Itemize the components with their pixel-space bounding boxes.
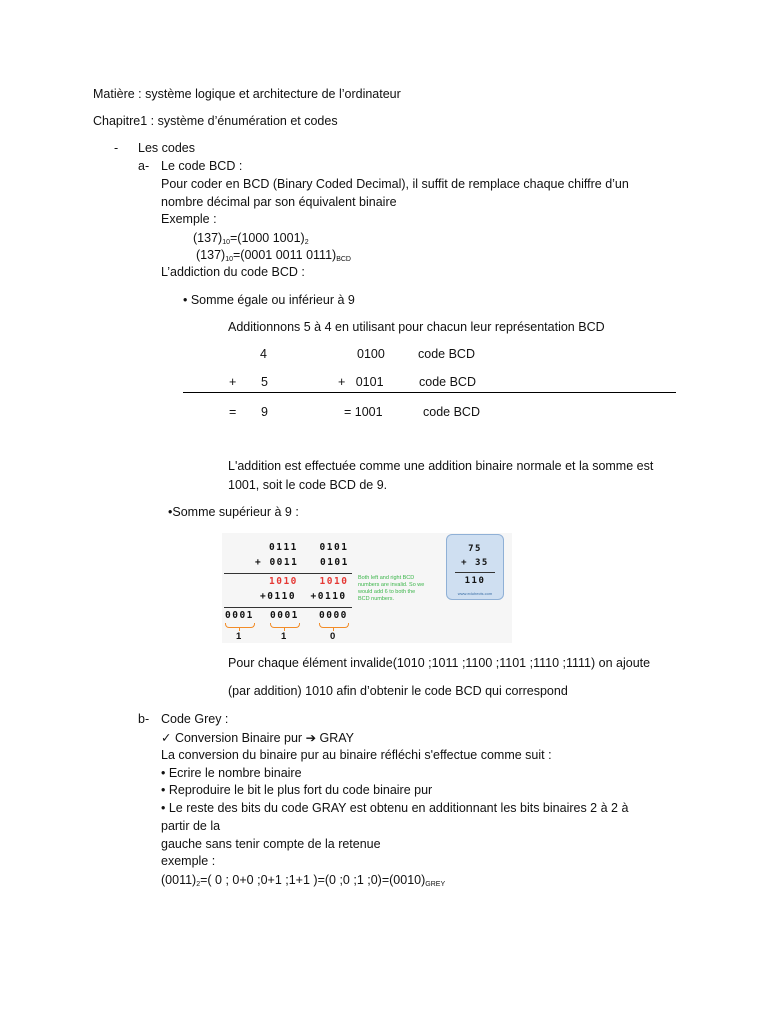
fig-brace-2 <box>270 623 300 628</box>
gray-line6: gauche sans tenir compte de la retenue <box>161 837 381 851</box>
bcd-addition-title: L’addiction du code BCD : <box>161 265 305 279</box>
fig-row1: 0111 0101 <box>269 542 349 553</box>
gray-line1: La conversion du binaire pur au binaire réfléchi s'effectue comme suit : <box>161 748 552 762</box>
fig-digit-2: 1 <box>281 631 287 642</box>
gray-marker: b- <box>138 712 150 726</box>
bcd-desc-line1: Pour coder en BCD (Binary Coded Decimal), il suffit de remplace chaque chiffre d’un <box>161 177 629 191</box>
section-dash: - <box>114 141 119 155</box>
bcd-example-1 <box>193 231 309 246</box>
bcd-marker: a- <box>138 159 150 173</box>
table-row1-code: code BCD <box>418 347 475 361</box>
gray-ex-sub2: GREY <box>425 881 446 888</box>
gray-ex-sub: 2 <box>196 881 201 888</box>
fig-brace-1 <box>225 623 255 628</box>
fig-row2: + 0011 0101 <box>255 557 349 568</box>
fig-digit-3: 0 <box>330 631 336 642</box>
bcd-example-label: Exemple : <box>161 212 217 226</box>
box-line <box>455 572 495 573</box>
case2-title: •Somme supérieur à 9 : <box>168 505 299 519</box>
table-row2-op: + <box>229 375 237 389</box>
case1-title: • Somme égale ou inférieur à 9 <box>183 293 355 307</box>
table-row3-dec: 9 <box>261 405 268 419</box>
bcd-desc-line2: nombre décimal par son équivalent binaire <box>161 195 397 209</box>
bcd-addition-figure <box>222 533 512 643</box>
table-row2-bin: + 0101 <box>338 375 384 389</box>
table-row3-bin: = 1001 <box>344 405 383 419</box>
gray-line4: • Le reste des bits du code GRAY est obtenu en additionnant les bits binaires 2 à 2 à <box>161 801 629 815</box>
ex2-sub2: BCD <box>336 256 351 263</box>
table-row2-dec: 5 <box>261 375 268 389</box>
ex1-base: (137) <box>193 231 223 245</box>
ex1-sub2: 2 <box>304 239 309 246</box>
gray-title: Code Grey : <box>161 712 229 726</box>
fig-brace-3 <box>319 623 349 628</box>
table-row3-code: code BCD <box>423 405 480 419</box>
chapter-line: Chapitre1 : système d’énumération et codes <box>93 114 338 128</box>
table-row1-bin: 0100 <box>357 347 385 361</box>
gray-line2: • Ecrire le nombre binaire <box>161 766 302 780</box>
table-row1-dec: 4 <box>260 347 267 361</box>
ex2-base: (137) <box>196 248 226 262</box>
case1-conclusion-line1: L'addition est effectuée comme une addition binaire normale et la somme est <box>228 459 654 473</box>
fig-digit-1: 1 <box>236 631 242 642</box>
bcd-title: Le code BCD : <box>161 159 243 173</box>
fig-line2 <box>224 607 352 608</box>
fig-line1 <box>224 573 352 574</box>
section-title: Les codes <box>138 141 195 155</box>
case1-intro: Additionnons 5 à 4 en utilisant pour chacun leur représentation BCD <box>228 320 605 334</box>
ex1-eq: =(1000 1001) <box>229 231 305 245</box>
fig-row5c: 0000 <box>319 610 348 621</box>
gray-ex-eq: =( 0 ; 0+0 ;0+1 ;1+1 )=(0 ;0 ;1 ;0)=(0010) <box>200 873 426 887</box>
gray-line3: • Reproduire le bit le plus fort du code binaire pur <box>161 783 433 797</box>
gray-ex-base: (0011) <box>161 873 197 887</box>
subject-line: Matière : système logique et architecture de l’ordinateur <box>93 87 401 101</box>
sum-rule <box>183 392 676 393</box>
ex2-sub: 10 <box>225 256 233 263</box>
bcd-example-2 <box>196 248 351 263</box>
fig-row5a: 0001 <box>225 610 254 621</box>
table-row2-code: code BCD <box>419 375 476 389</box>
gray-line5: partir de la <box>161 819 221 833</box>
gray-example <box>161 873 445 888</box>
box-row1: 75 <box>468 544 482 554</box>
box-url: www.eduhects.com <box>457 591 493 596</box>
gray-example-label: exemple : <box>161 854 216 868</box>
box-row3: 110 <box>464 576 486 586</box>
ex1-sub: 10 <box>222 239 230 246</box>
invalid-line2: (par addition) 1010 afin d’obtenir le code BCD qui correspond <box>228 684 568 698</box>
case1-conclusion-line2: 1001, soit le code BCD de 9. <box>228 478 388 492</box>
fig-decimal-box <box>446 534 504 600</box>
invalid-line1: Pour chaque élément invalide(1010 ;1011 ;1100 ;1101 ;1110 ;1111) on ajoute <box>228 656 651 670</box>
ex2-eq: =(0001 0011 0111) <box>232 248 337 262</box>
fig-note: Both left and right BCD numbers are invalid. So we would add 6 to both the BCD numbers. <box>358 575 425 602</box>
fig-row4: +0110 +0110 <box>260 591 347 602</box>
gray-conversion: ✓ Conversion Binaire pur ➔ GRAY <box>161 731 355 745</box>
fig-row5b: 0001 <box>270 610 299 621</box>
fig-row3: 1010 1010 <box>269 576 349 587</box>
table-row3-op: = <box>229 405 237 419</box>
box-row2: + 35 <box>461 558 489 568</box>
